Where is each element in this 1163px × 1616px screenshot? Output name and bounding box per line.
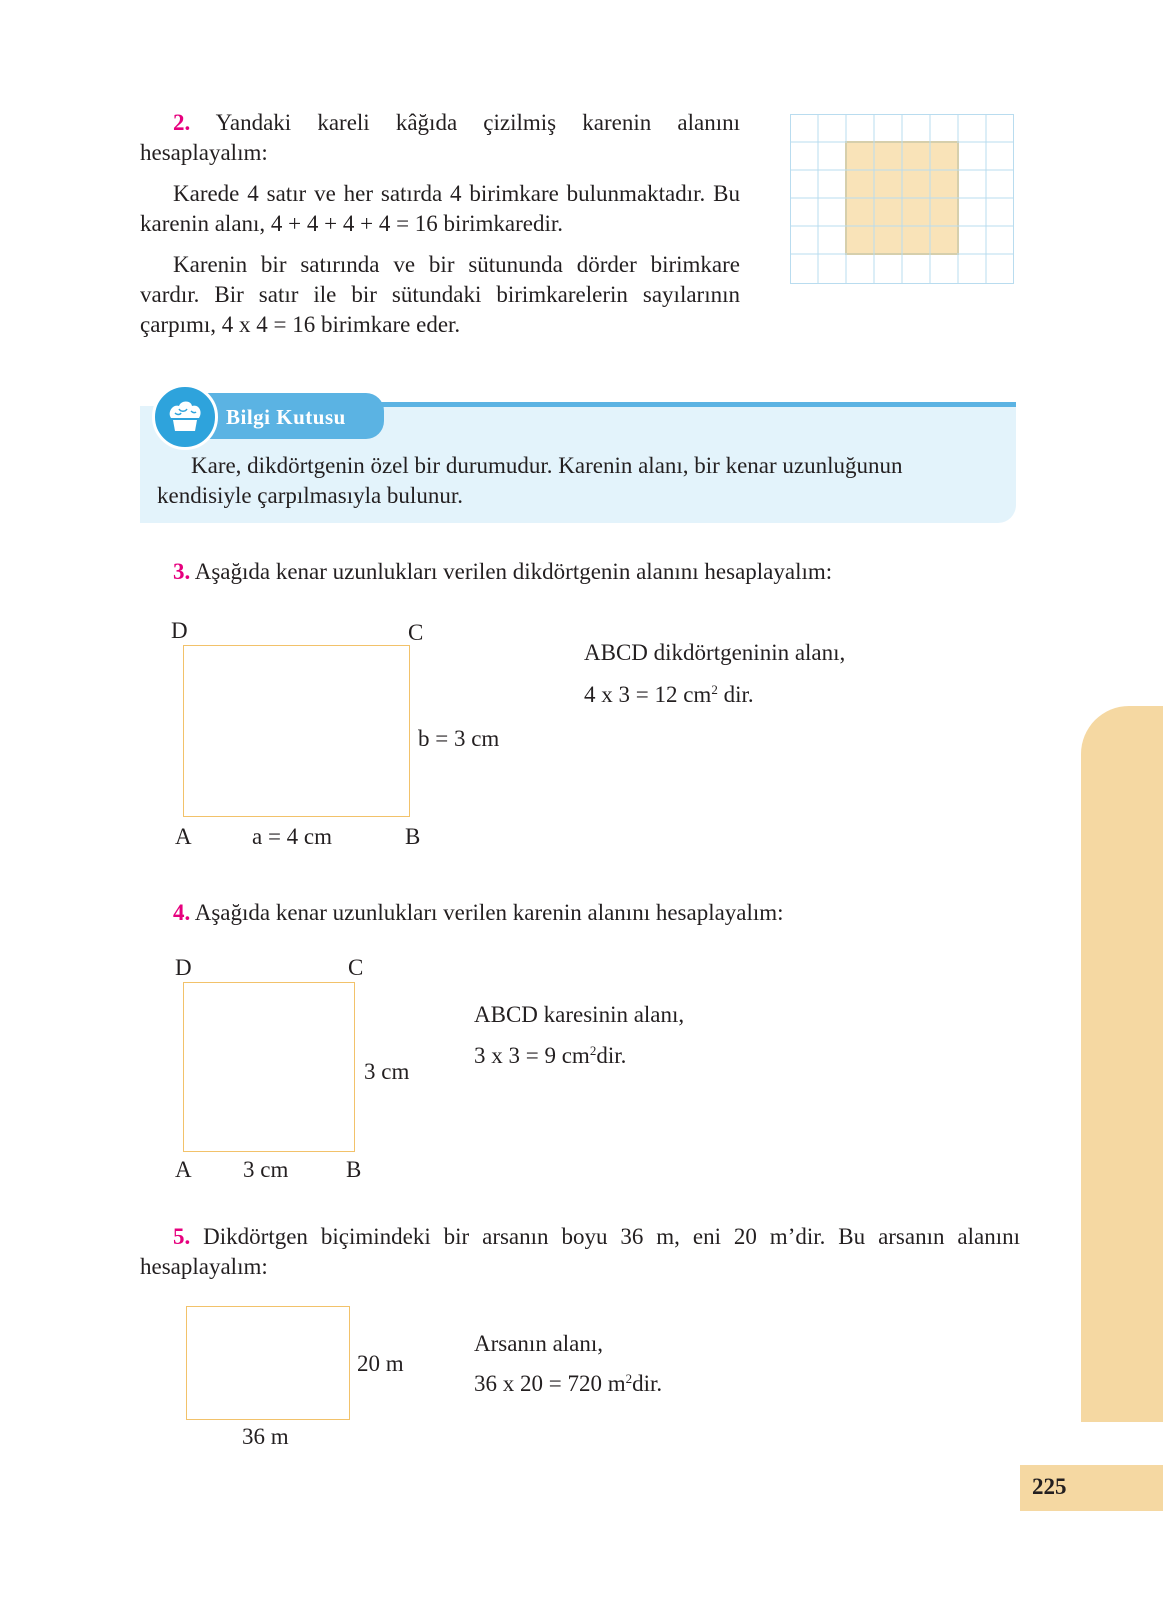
side-tab bbox=[1081, 706, 1163, 1422]
info-box-icon-circle bbox=[152, 384, 218, 450]
q3-label-a: A bbox=[175, 824, 192, 849]
q5-number: 5. bbox=[173, 1224, 191, 1249]
q5-text: Dikdörtgen biçimindeki bir arsanın boyu 36 m, eni 20 m’dir. Bu arsanın alanını hesaplayalım: bbox=[140, 1224, 1020, 1279]
q4-side-right: 3 cm bbox=[364, 1059, 410, 1084]
q4-intro bbox=[173, 898, 784, 928]
q3-result-line-1: ABCD dikdörtgeninin alanı, bbox=[584, 640, 846, 665]
q5-side-bottom: 36 m bbox=[242, 1424, 289, 1449]
info-box-text: Kare, dikdörtgenin özel bir durumudur. Karenin alanı, bir kenar uzunluğunun kendisiyle çarpılmasıyla bulunur. bbox=[157, 453, 903, 508]
q4-result-line-1: ABCD karesinin alanı, bbox=[474, 1002, 685, 1027]
q3-text: Aşağıda kenar uzunlukları verilen dikdörtgenin alanını hesaplayalım: bbox=[194, 559, 833, 584]
q3-label-c: C bbox=[408, 620, 424, 645]
q2-intro bbox=[140, 108, 740, 168]
q5-result-line-2: 36 x 20 = 720 $m^2dir$. bbox=[474, 1371, 663, 1396]
q2-paragraph-1: Karede 4 satır ve her satırda 4 birimkare bulunmaktadır. Bu karenin alanı, 4 + 4 + 4 + 4 = 16 birimkaredir. bbox=[140, 181, 740, 236]
q2-paragraph-2: Karenin bir satırında ve bir sütununda dörder birimkare vardır. Bir satır ile bir sütundaki birimkarelerin sayılarının çarpımı, 4 x 4 = 16 birimkare eder. bbox=[140, 252, 740, 337]
info-box-top-line bbox=[368, 402, 1016, 407]
q4-label-d: D bbox=[175, 955, 192, 980]
q3-rectangle bbox=[183, 645, 410, 817]
q4-label-a: A bbox=[175, 1157, 192, 1182]
q4-result-line-2: 3 x 3 = 9 $cm^2dir$. bbox=[474, 1043, 627, 1068]
q4-text: Aşağıda kenar uzunlukları verilen karenin alanını hesaplayalım: bbox=[194, 900, 784, 925]
page-number: 225 bbox=[1032, 1474, 1067, 1499]
q3-label-d: D bbox=[171, 618, 188, 643]
q4-label-c: C bbox=[348, 955, 364, 980]
q2-text: Yandaki kareli kâğıda çizilmiş karenin alanını hesaplayalım: bbox=[140, 110, 740, 165]
q3-label-b: B bbox=[405, 824, 421, 849]
info-box-title: Bilgi Kutusu bbox=[226, 405, 346, 429]
q5-side-right: 20 m bbox=[357, 1351, 404, 1376]
grid-lines bbox=[790, 114, 1014, 284]
q3-side-b: b = 3 cm bbox=[418, 726, 500, 751]
q3-number: 3. bbox=[173, 559, 191, 584]
q3-intro bbox=[173, 557, 832, 587]
grid-paper-figure bbox=[790, 114, 1014, 284]
q5-intro bbox=[140, 1222, 1020, 1282]
q5-rectangle bbox=[186, 1306, 350, 1420]
q2-number: 2. bbox=[173, 110, 191, 135]
q3-result-line-2: 4 x 3 = 12 $cm^2$ dir. bbox=[584, 682, 754, 707]
q5-result-line-1: Arsanın alanı, bbox=[474, 1331, 604, 1356]
q4-number: 4. bbox=[173, 900, 191, 925]
q4-side-bottom: 3 cm bbox=[243, 1157, 289, 1182]
q3-side-a: a = 4 cm bbox=[252, 824, 333, 849]
q4-square bbox=[183, 982, 355, 1152]
q4-label-b: B bbox=[346, 1157, 362, 1182]
brain-icon bbox=[155, 387, 215, 447]
